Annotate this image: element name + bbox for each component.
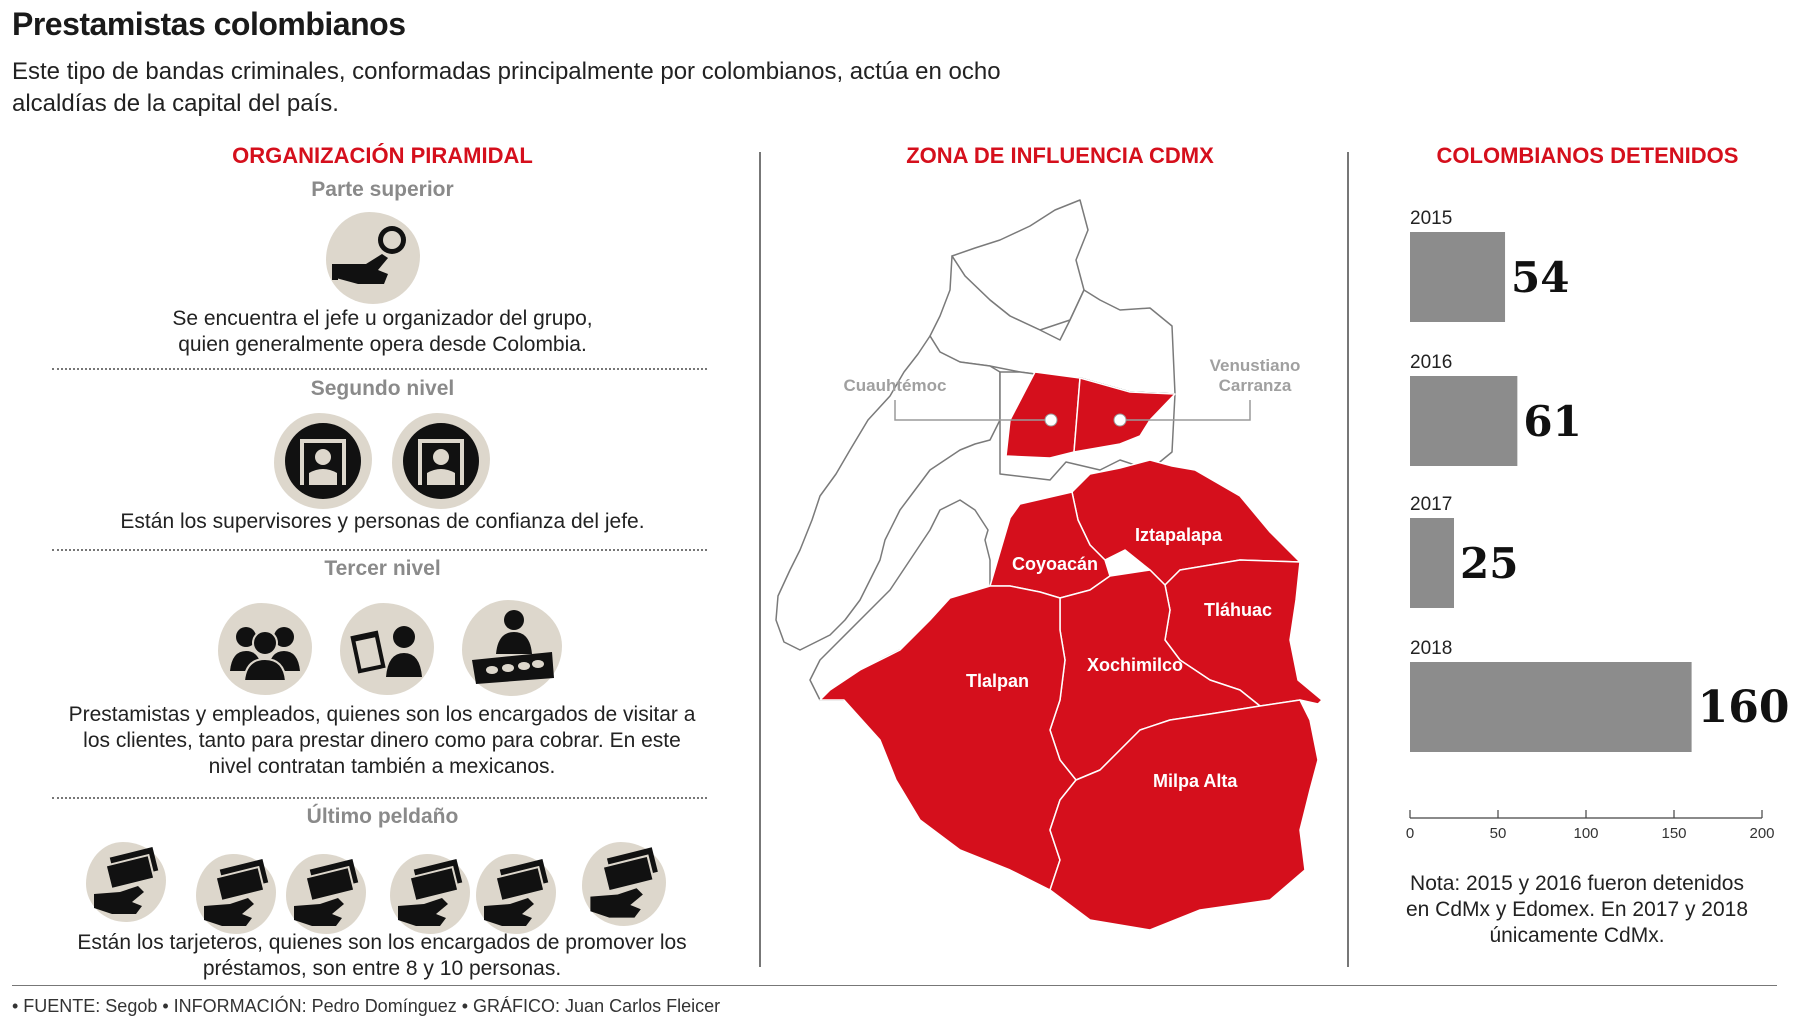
bar-2017: [1410, 518, 1454, 608]
chart-title: COLOMBIANOS DETENIDOS: [1436, 143, 1739, 168]
callout-label-venustiano: Venustiano Carranza: [1209, 356, 1301, 395]
level-divider: [52, 368, 707, 370]
map-label-milpa-alta: Milpa Alta: [1153, 771, 1238, 791]
bar-value-label: 160: [1697, 682, 1790, 733]
level-divider: [52, 549, 707, 551]
level-1-title: Parte superior: [311, 178, 454, 201]
bar-chart: [1400, 200, 1800, 840]
page-title: Prestamistas colombianos: [12, 6, 406, 42]
x-axis-tick-label: 150: [1661, 825, 1687, 840]
supervisor-icon: [274, 413, 372, 509]
footer-rule: [12, 985, 1777, 986]
bar-value-label: 54: [1511, 253, 1570, 302]
money-counting-icon: [462, 600, 562, 696]
hand-with-cash-icon: [86, 842, 166, 922]
hand-with-cash-icon: [390, 854, 470, 934]
boss-icon: [326, 212, 420, 304]
bar-category-label: 2016: [1410, 352, 1453, 373]
map-label-tlahuac: Tláhuac: [1204, 600, 1273, 620]
chart-note: Nota: 2015 y 2016 fueron detenidos en CdMx y Edomex. En 2017 y 2018 únicamente CdMx.: [1405, 872, 1749, 947]
level-4-title: Último peldaño: [306, 805, 459, 828]
map-label-coyoacan: Coyoacán: [1012, 554, 1099, 574]
level-3-title: Tercer nivel: [324, 557, 441, 580]
hand-with-cash-icon: [286, 854, 366, 934]
level-4-text: Están los tarjeteros, quienes son los encargados de promover los préstamos, son entre 8 y 10 personas.: [77, 931, 687, 980]
level-divider: [52, 797, 707, 799]
callout-dot-venustiano: [1114, 414, 1126, 426]
map-label-tlalpan: Tlalpan: [966, 671, 1030, 691]
level-2-text: Están los supervisores y personas de confianza del jefe.: [120, 510, 645, 533]
bar-category-label: 2018: [1410, 638, 1453, 659]
bar-chart-svg: [1400, 200, 1800, 840]
level-2-title: Segundo nivel: [310, 377, 455, 400]
hand-with-cash-icon: [196, 854, 276, 934]
pyramid-heading: ORGANIZACIÓN PIRAMIDAL: [232, 143, 533, 168]
callout-label-cuauhtemoc: Cuauhtémoc: [843, 376, 947, 395]
page-subtitle: Este tipo de bandas criminales, conformadas principalmente por colombianos, actúa en ocho alcaldías de la capital del país.: [12, 58, 1001, 117]
x-axis-tick-label: 100: [1573, 825, 1599, 840]
clipboard-employee-icon: [340, 603, 434, 695]
bar-2016: [1410, 376, 1517, 466]
employees-group-icon: [218, 603, 312, 695]
map-label-iztapalapa: Iztapalapa: [1135, 525, 1223, 545]
bar-category-label: 2017: [1410, 494, 1453, 515]
bar-2018: [1410, 662, 1692, 752]
map-heading: ZONA DE INFLUENCIA CDMX: [906, 143, 1214, 168]
bar-category-label: 2015: [1410, 208, 1453, 229]
level-1-text: Se encuentra el jefe u organizador del grupo, quien generalmente opera desde Colombia.: [172, 307, 593, 356]
callout-dot-cuauhtemoc: [1045, 414, 1057, 426]
bar-2015: [1410, 232, 1505, 322]
level-3-text: Prestamistas y empleados, quienes son los encargados de visitar a los clientes, tanto para prestar dinero como para cobrar. En este nivel contratan también a mexicanos.: [68, 703, 696, 778]
x-axis-tick-label: 0: [1405, 825, 1415, 840]
x-axis-tick-label: 200: [1749, 825, 1775, 840]
footer-credits: • FUENTE: Segob • INFORMACIÓN: Pedro Domínguez • GRÁFICO: Juan Carlos Fleicer: [12, 996, 721, 1016]
bar-value-label: 25: [1460, 539, 1519, 588]
bar-value-label: 61: [1523, 397, 1582, 446]
supervisor-icon: [392, 413, 490, 509]
hand-with-cash-icon: [582, 842, 666, 926]
x-axis-tick-label: 50: [1489, 825, 1507, 840]
map-label-xochimilco: Xochimilco: [1087, 655, 1184, 675]
hand-with-cash-icon: [476, 854, 556, 934]
